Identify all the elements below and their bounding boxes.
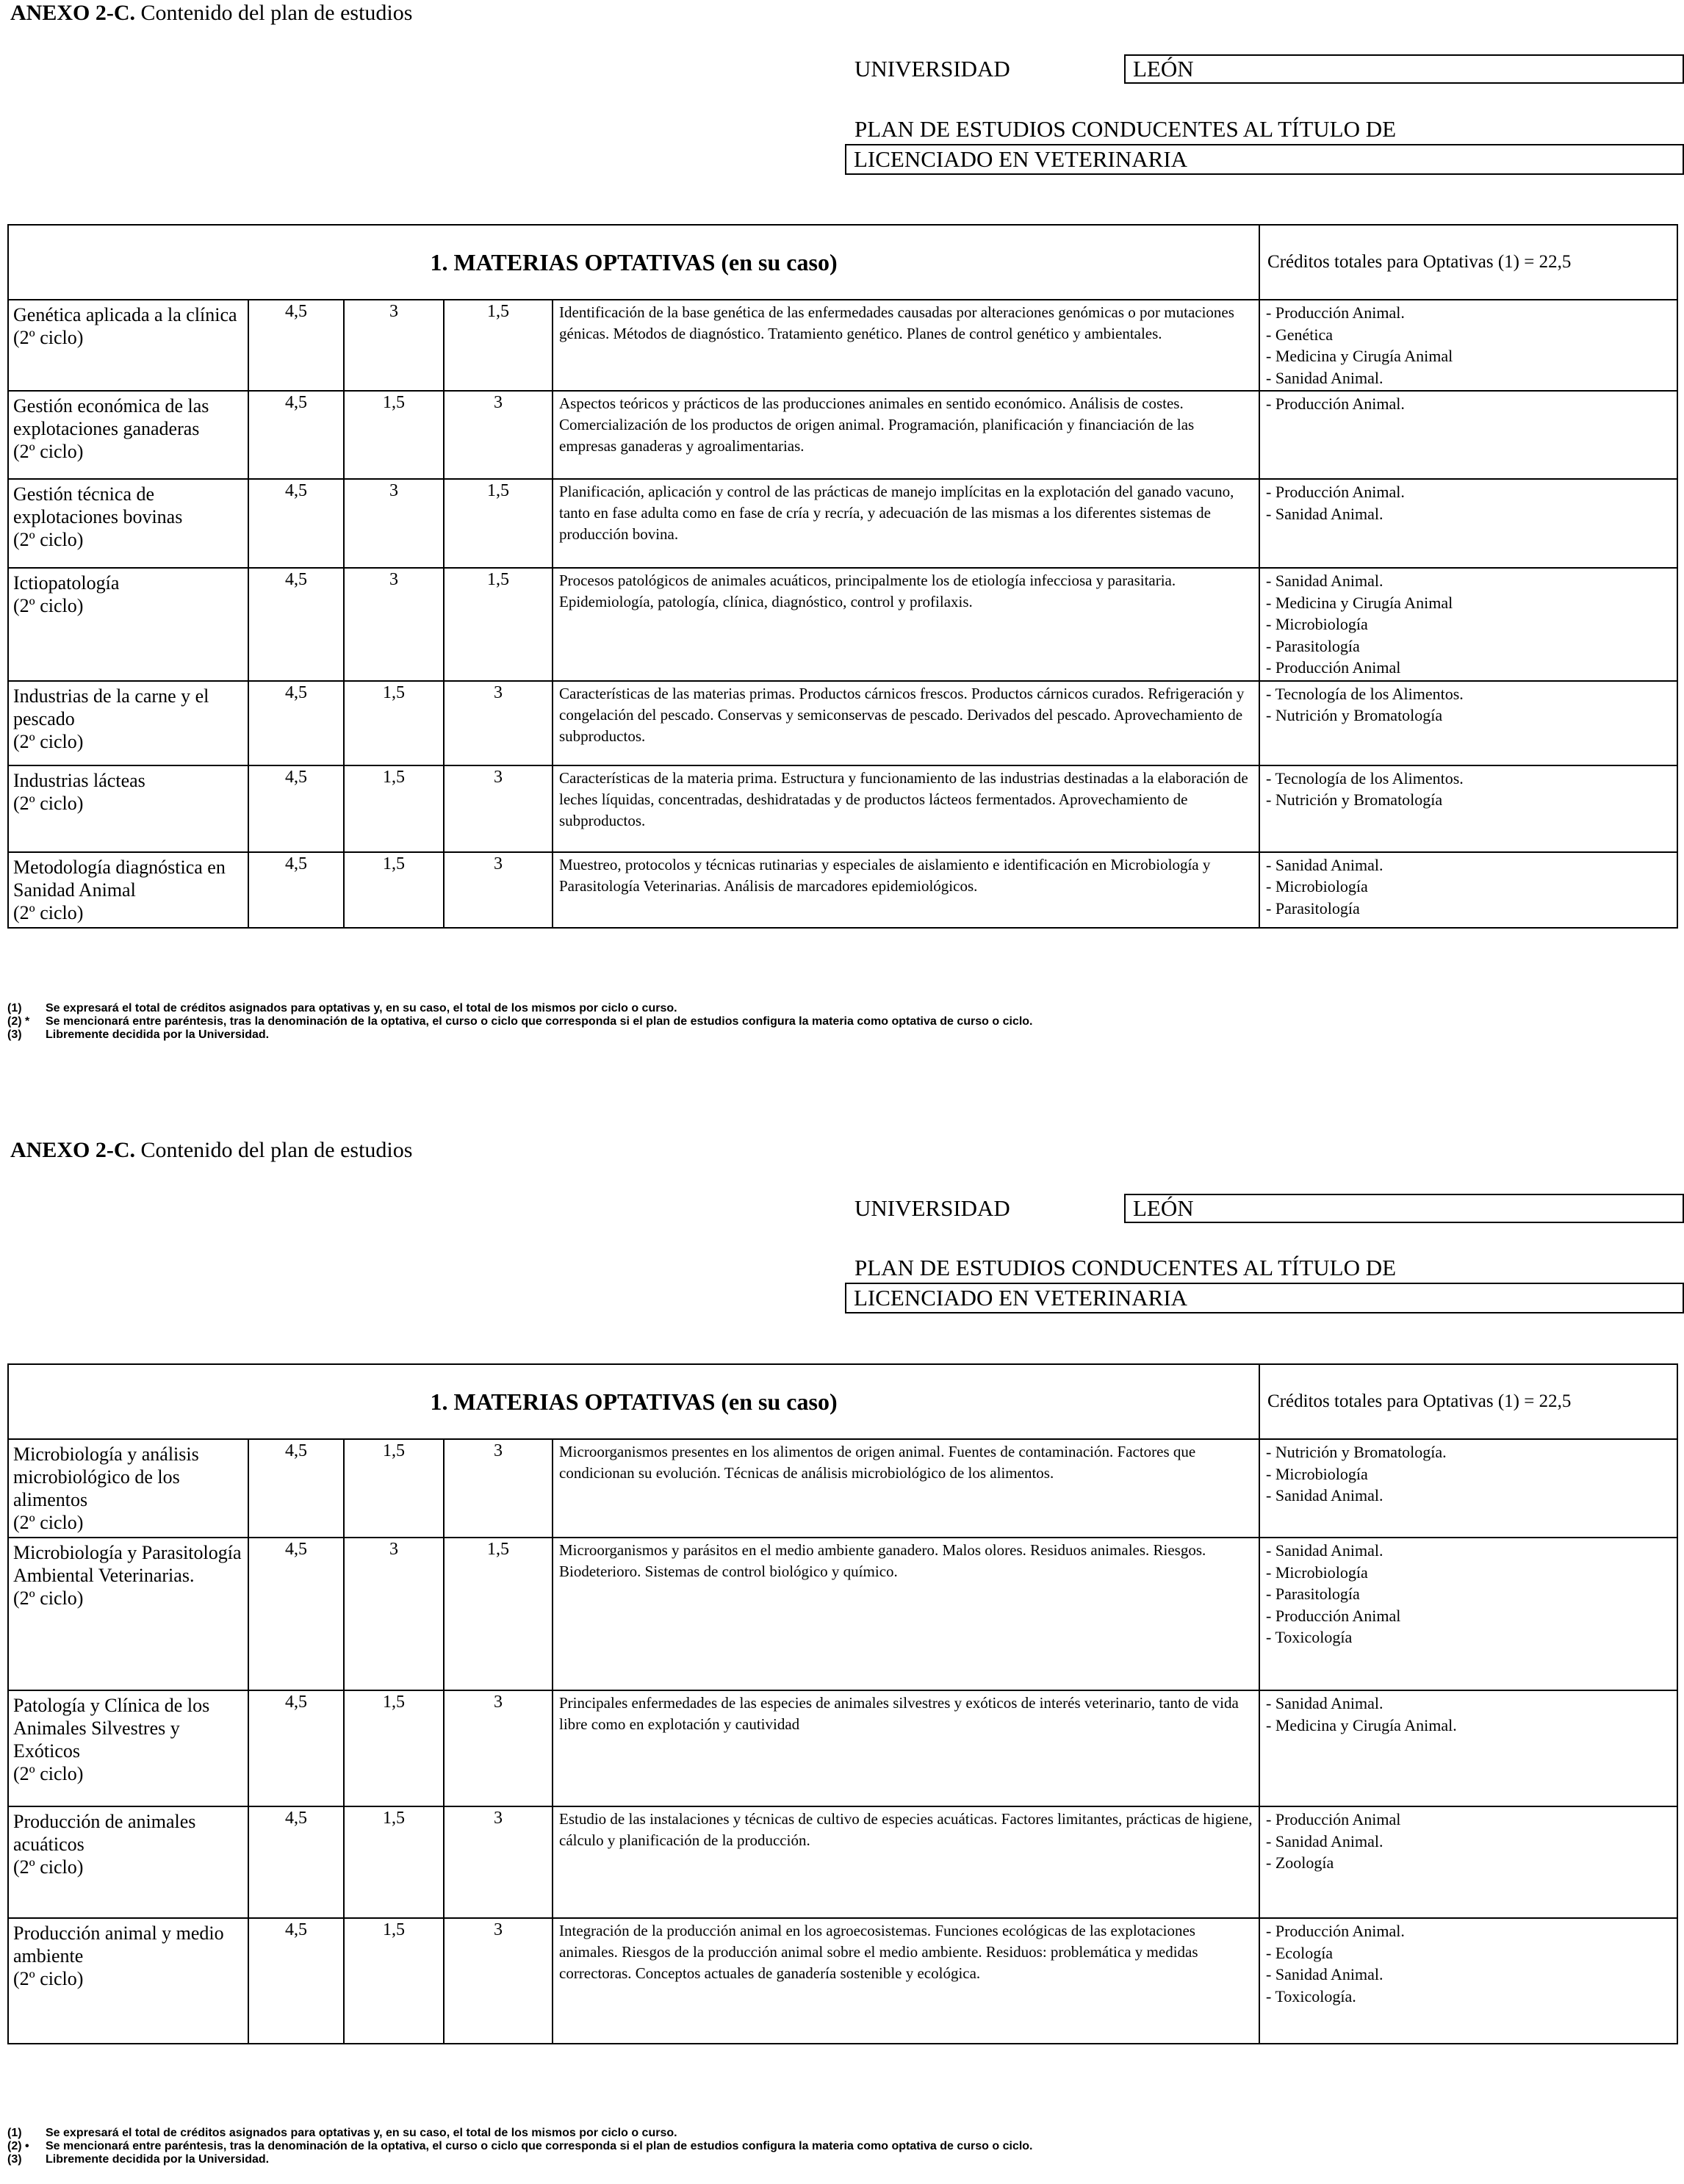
knowledge-areas: - Sanidad Animal. - Microbiología - Parasitología - Producción Animal - Toxicología (1259, 1538, 1677, 1690)
table-title: 1. MATERIAS OPTATIVAS (en su caso) (8, 225, 1259, 300)
subject-description: Principales enfermedades de las especies de animales silvestres y exóticos de interés veterinario, tanto de vida libre como en explotación y cautividad (553, 1690, 1259, 1806)
footnotes (7, 1002, 1033, 1042)
credits-total-cell: 4,5 (248, 1690, 344, 1806)
credits-theory-cell: 3 (344, 568, 444, 681)
subject-name: Patología y Clínica de los Animales Silvestres y Exóticos (2º ciclo) (8, 1690, 248, 1806)
subject-description: Microorganismos presentes en los alimentos de origen animal. Fuentes de contaminación. Factores que condicionan su evolución. Técnicas de análisis microbiológico de los alimentos. (553, 1439, 1259, 1538)
credits-practice-cell: 1,5 (444, 1538, 553, 1690)
table-row (8, 300, 1677, 391)
plan-value: LICENCIADO EN VETERINARIA (845, 144, 1684, 175)
credits-total: Créditos totales para Optativas (1) = 22,5 (1259, 225, 1677, 300)
optativas-table (7, 224, 1678, 929)
subject-name: Microbiología y Parasitología Ambiental Veterinarias. (2º ciclo) (8, 1538, 248, 1690)
university-value: LEÓN (1124, 1194, 1684, 1223)
credits-practice-cell: 3 (444, 1918, 553, 2044)
subject-description: Características de la materia prima. Estructura y funcionamiento de las industrias destinadas a la elaboración de leches líquidas, concentradas, deshidratadas y de productos lácteos fermentados. Aprovechamiento de subproductos. (553, 765, 1259, 852)
credits-total-cell: 4,5 (248, 568, 344, 681)
footnote-text: Se mencionará entre paréntesis, tras la denominación de la optativa, el curso o ciclo que corresponda si el plan de estudios configura la materia como optativa de curso o ciclo. (46, 2140, 1033, 2152)
knowledge-areas: - Producción Animal - Sanidad Animal. - Zoología (1259, 1806, 1677, 1918)
footnote-text: Libremente decidida por la Universidad. (46, 2153, 270, 2166)
footnote-number: (1) (7, 2127, 22, 2139)
knowledge-areas: - Sanidad Animal. - Microbiología - Parasitología (1259, 852, 1677, 928)
subject-description: Identificación de la base genética de las enfermedades causadas por alteraciones genómicas o por mutaciones génicas. Métodos de diagnóstico. Tratamiento genético. Planes de control genético y ambientales. (553, 300, 1259, 391)
credits-theory-cell: 1,5 (344, 852, 444, 928)
page-section-2 (0, 1137, 1684, 2184)
knowledge-areas: - Producción Animal. - Genética - Medicina y Cirugía Animal - Sanidad Animal. (1259, 300, 1677, 391)
knowledge-areas: - Producción Animal. - Ecología - Sanidad Animal. - Toxicología. (1259, 1918, 1677, 2044)
footnote (7, 1028, 1033, 1042)
subject-description: Procesos patológicos de animales acuáticos, principalmente los de etiología infecciosa y parasitaria. Epidemiología, patología, clínica, diagnóstico, control y profilaxis. (553, 568, 1259, 681)
footnote-text: Libremente decidida por la Universidad. (46, 1028, 270, 1041)
credits-practice-cell: 3 (444, 1806, 553, 1918)
footnote (7, 2153, 1033, 2166)
credits-theory-cell: 1,5 (344, 681, 444, 765)
subject-name: Gestión técnica de explotaciones bovinas (2º ciclo) (8, 479, 248, 568)
footnote (7, 1015, 1033, 1028)
credits-practice-cell: 3 (444, 852, 553, 928)
credits-total-cell: 4,5 (248, 1918, 344, 2044)
table-row (8, 1918, 1677, 2044)
table-row (8, 479, 1677, 568)
university-label: UNIVERSIDAD (854, 56, 1010, 82)
annex-heading: ANEXO 2-C. Contenido del plan de estudios (10, 1, 413, 25)
subject-name: Industrias de la carne y el pescado (2º ciclo) (8, 681, 248, 765)
table-row (8, 852, 1677, 928)
credits-theory-cell: 1,5 (344, 391, 444, 479)
plan-label: PLAN DE ESTUDIOS CONDUCENTES AL TÍTULO DE (854, 116, 1397, 142)
credits-total-cell: 4,5 (248, 765, 344, 852)
knowledge-areas: - Producción Animal. - Sanidad Animal. (1259, 479, 1677, 568)
credits-total-cell: 4,5 (248, 1439, 344, 1538)
knowledge-areas: - Nutrición y Bromatología. - Microbiología - Sanidad Animal. (1259, 1439, 1677, 1538)
table-row (8, 391, 1677, 479)
knowledge-areas: - Tecnología de los Alimentos. - Nutrición y Bromatología (1259, 681, 1677, 765)
footnote-number: (3) (7, 1028, 22, 1041)
footnote (7, 2140, 1033, 2153)
credits-theory-cell: 1,5 (344, 765, 444, 852)
subject-name: Ictiopatología (2º ciclo) (8, 568, 248, 681)
footnotes (7, 2127, 1033, 2166)
table-row (8, 1439, 1677, 1538)
subject-description: Microorganismos y parásitos en el medio ambiente ganadero. Malos olores. Residuos animales. Riesgos. Biodeterioro. Sistemas de control biológico y químico. (553, 1538, 1259, 1690)
plan-value: LICENCIADO EN VETERINARIA (845, 1283, 1684, 1313)
credits-total-cell: 4,5 (248, 852, 344, 928)
knowledge-areas: - Sanidad Animal. - Medicina y Cirugía Animal. (1259, 1690, 1677, 1806)
plan-label: PLAN DE ESTUDIOS CONDUCENTES AL TÍTULO DE (854, 1255, 1397, 1280)
table-body (8, 300, 1677, 928)
table-row (8, 1806, 1677, 1918)
subject-name: Microbiología y análisis microbiológico de los alimentos (2º ciclo) (8, 1439, 248, 1538)
credits-theory-cell: 1,5 (344, 1918, 444, 2044)
table-row (8, 1538, 1677, 1690)
subject-name: Metodología diagnóstica en Sanidad Animal (2º ciclo) (8, 852, 248, 928)
table-row (8, 681, 1677, 765)
footnote (7, 2127, 1033, 2140)
credits-total: Créditos totales para Optativas (1) = 22,5 (1259, 1364, 1677, 1439)
footnote-text: Se mencionará entre paréntesis, tras la denominación de la optativa, el curso o ciclo que corresponda si el plan de estudios configura la materia como optativa de curso o ciclo. (46, 1015, 1033, 1028)
credits-theory-cell: 3 (344, 1538, 444, 1690)
credits-total-cell: 4,5 (248, 681, 344, 765)
knowledge-areas: - Tecnología de los Alimentos. - Nutrición y Bromatología (1259, 765, 1677, 852)
footnote-number: (3) (7, 2153, 22, 2166)
subject-description: Integración de la producción animal en los agroecosistemas. Funciones ecológicas de las explotaciones animales. Riesgos de la producción animal sobre el medio ambiente. Residuos: problemática y medidas correctoras. Conceptos actuales de ganadería sostenible y ecológica. (553, 1918, 1259, 2044)
credits-practice-cell: 3 (444, 1439, 553, 1538)
subject-name: Producción animal y medio ambiente (2º ciclo) (8, 1918, 248, 2044)
table-header-row (8, 225, 1677, 300)
table-row (8, 568, 1677, 681)
footnote-text: Se expresará el total de créditos asignados para optativas y, en su caso, el total de los mismos por ciclo o curso. (46, 1002, 677, 1014)
university-label: UNIVERSIDAD (854, 1195, 1010, 1221)
credits-practice-cell: 3 (444, 765, 553, 852)
knowledge-areas: - Producción Animal. (1259, 391, 1677, 479)
credits-practice-cell: 1,5 (444, 479, 553, 568)
footnote (7, 1002, 1033, 1015)
credits-total-cell: 4,5 (248, 1538, 344, 1690)
credits-total-cell: 4,5 (248, 300, 344, 391)
credits-practice-cell: 3 (444, 681, 553, 765)
credits-total-cell: 4,5 (248, 479, 344, 568)
university-value: LEÓN (1124, 54, 1684, 84)
credits-practice-cell: 3 (444, 1690, 553, 1806)
credits-theory-cell: 1,5 (344, 1806, 444, 1918)
credits-total-cell: 4,5 (248, 391, 344, 479)
credits-practice-cell: 3 (444, 391, 553, 479)
footnote-number: (2) • (7, 2140, 29, 2152)
credits-theory-cell: 3 (344, 479, 444, 568)
credits-total-cell: 4,5 (248, 1806, 344, 1918)
subject-description: Muestreo, protocolos y técnicas rutinarias y especiales de aislamiento e identificación en Microbiología y Parasitología Veterinarias. Análisis de marcadores epidemiológicos. (553, 852, 1259, 928)
credits-theory-cell: 1,5 (344, 1439, 444, 1538)
table-header-row (8, 1364, 1677, 1439)
credits-theory-cell: 1,5 (344, 1690, 444, 1806)
footnote-number: (1) (7, 1002, 22, 1014)
subject-name: Producción de animales acuáticos (2º ciclo) (8, 1806, 248, 1918)
annex-heading: ANEXO 2-C. Contenido del plan de estudios (10, 1138, 413, 1162)
table-body (8, 1439, 1677, 2044)
subject-name: Genética aplicada a la clínica (2º ciclo) (8, 300, 248, 391)
table-title: 1. MATERIAS OPTATIVAS (en su caso) (8, 1364, 1259, 1439)
subject-name: Gestión económica de las explotaciones ganaderas (2º ciclo) (8, 391, 248, 479)
table-row (8, 765, 1677, 852)
credits-practice-cell: 1,5 (444, 568, 553, 681)
footnote-number: (2) * (7, 1015, 30, 1028)
subject-description: Aspectos teóricos y prácticos de las producciones animales en sentido económico. Análisis de costes. Comercialización de los productos de origen animal. Programación, planificación y financiación de las empresas ganaderas y agroalimentarias. (553, 391, 1259, 479)
subject-description: Estudio de las instalaciones y técnicas de cultivo de especies acuáticas. Factores limitantes, prácticas de higiene, cálculo y planificación de la producción. (553, 1806, 1259, 1918)
subject-name: Industrias lácteas (2º ciclo) (8, 765, 248, 852)
subject-description: Características de las materias primas. Productos cárnicos frescos. Productos cárnicos curados. Refrigeración y congelación del pescado. Conservas y semiconservas de pescado. Derivados del pescado. Aprovechamiento de subproductos. (553, 681, 1259, 765)
knowledge-areas: - Sanidad Animal. - Medicina y Cirugía Animal - Microbiología - Parasitología - Producción Animal (1259, 568, 1677, 681)
subject-description: Planificación, aplicación y control de las prácticas de manejo implícitas en la explotación del ganado vacuno, tanto en fase adulta como en fase de cría y recría, y adecuación de las mismas a los diferentes sistemas de producción bovina. (553, 479, 1259, 568)
credits-practice-cell: 1,5 (444, 300, 553, 391)
footnote-text: Se expresará el total de créditos asignados para optativas y, en su caso, el total de los mismos por ciclo o curso. (46, 2127, 677, 2139)
table-row (8, 1690, 1677, 1806)
optativas-table (7, 1363, 1678, 2044)
credits-theory-cell: 3 (344, 300, 444, 391)
